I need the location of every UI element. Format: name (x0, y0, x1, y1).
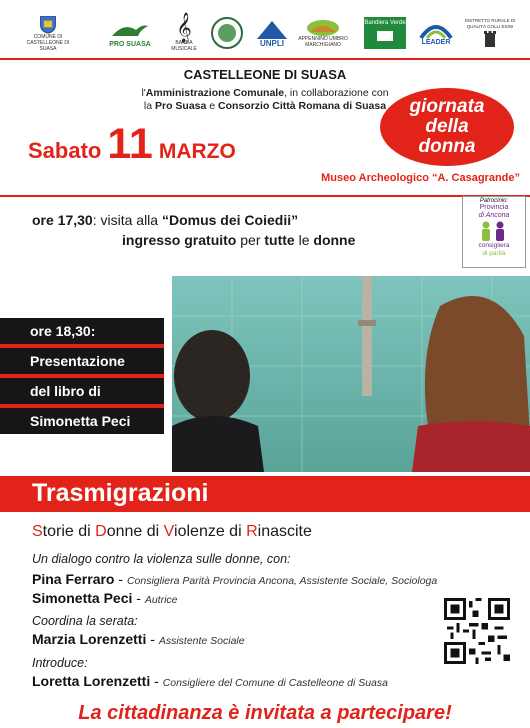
side-box-presentazione: Presentazione (0, 348, 164, 374)
appennino-caption: APPENNINO UMBRO MARCHIGIANO (298, 36, 348, 48)
top-divider (0, 58, 530, 60)
comune-caption: COMUNE DI CASTELLEONE DI SUASA (26, 34, 70, 52)
consorzio-logo (210, 14, 244, 52)
event-1-line-1: ore 17,30: visita alla “Domus dei Coiedii” (32, 212, 299, 228)
treble-clef-icon: 𝄞 (176, 12, 192, 42)
leader-logo (416, 14, 456, 52)
comune-logo (22, 14, 74, 52)
side-box-author: Simonetta Peci (0, 408, 164, 434)
tower-icon (481, 30, 499, 48)
pro-suasa-caption: PRO SUASA (109, 41, 151, 48)
event-1-place: “Domus dei Coiedii” (161, 212, 299, 228)
org-line-2: la Pro Suasa e Consorzio Città Romana di Suasa (143, 100, 387, 112)
appennino-logo (298, 14, 348, 52)
coat-of-arms-icon (37, 14, 59, 34)
qr-code-icon[interactable] (444, 598, 510, 664)
speaker-name: Pina Ferraro (32, 571, 115, 587)
introducer-name: Loretta Lorenzetti (32, 673, 151, 689)
patrocinio-label: Patrocinio: (479, 198, 509, 204)
side-box-libro: del libro di (0, 378, 164, 404)
speaker-role: Consigliera Parità Provincia Ancona, Assistente Sociale, Sociologa (126, 575, 438, 587)
bird-icon (108, 18, 152, 42)
speaker-row: Pina Ferraro - Consigliera Parità Provincia Ancona, Assistente Sociale, Sociologa (32, 571, 438, 587)
unpli-logo (254, 14, 290, 52)
round-seal-icon (211, 17, 243, 49)
event-badge (380, 88, 514, 166)
banda-logo (164, 14, 204, 52)
org-line-1: l'Amministrazione Comunale, in collaborazione con (141, 87, 389, 99)
speaker-name: Simonetta Peci (32, 590, 133, 606)
pro-suasa-logo (104, 14, 156, 52)
mountain-icon (306, 18, 340, 36)
event-1-time: ore 17,30 (32, 212, 93, 228)
logo-strip (0, 0, 530, 58)
intro-dialogo: Un dialogo contro la violenza sulle donne, con: (32, 552, 291, 566)
org-title: CASTELLEONE DI SUASA (183, 67, 347, 82)
date-number: 11 (107, 120, 153, 168)
bandiera-verde-caption: Bandiera Verde (364, 20, 406, 26)
book-title: Trasmigrazioni (32, 479, 209, 507)
photo-illustration (172, 276, 530, 472)
side-box-time: ore 18,30: (0, 318, 164, 344)
leader-caption: LEADER (421, 39, 451, 46)
intro-introduce: Introduce: (32, 656, 88, 670)
speaker-role: Autrice (144, 594, 178, 606)
speaker-row: Simonetta Peci - Autrice (32, 590, 178, 606)
patrocinio-logo: Patrocinio: Provincia di Ancona consigliera di parità (462, 196, 526, 268)
unpli-shape-icon (255, 19, 289, 41)
colli-esini-logo (462, 14, 518, 52)
coordinator-row: Marzia Lorenzetti - Assistente Sociale (32, 631, 245, 647)
venue: Museo Archeologico “A. Casagrande” (321, 172, 520, 184)
bandiera-verde-logo (362, 14, 408, 52)
colli-esini-caption: DISTRETTO RURALE DI QUALITÀ COLLI ESINI (464, 18, 516, 29)
event-date (28, 120, 236, 169)
figures-icon (463, 220, 523, 242)
banda-caption: BANDA MUSICALE (171, 40, 197, 52)
invitation-footer: La cittadinanza è invitata a partecipare! (78, 702, 452, 724)
date-month: MARZO (158, 140, 236, 163)
coordinator-name: Marzia Lorenzetti (32, 631, 147, 647)
book-subtitle: Storie di Donne di Violenze di Rinascite (32, 523, 312, 540)
women-photo (172, 276, 530, 472)
introducer-role: Consigliere del Comune di Castelleone di Suasa (162, 677, 388, 689)
event-1-line-2: ingresso gratuito per tutte le donne (122, 232, 356, 248)
badge-line-1: giornata (409, 96, 485, 117)
flag-icon (373, 29, 397, 43)
mid-divider (0, 195, 530, 197)
badge-line-2: della (425, 116, 469, 137)
badge-line-3: donna (418, 136, 476, 157)
unpli-caption: UNPLI (260, 39, 284, 48)
leader-arc-icon (419, 20, 453, 40)
intro-coordina: Coordina la serata: (32, 614, 138, 628)
coordinator-role: Assistente Sociale (158, 635, 245, 647)
introducer-row: Loretta Lorenzetti - Consigliere del Comune di Castelleone di Suasa (32, 673, 388, 689)
date-day: Sabato (28, 138, 102, 163)
